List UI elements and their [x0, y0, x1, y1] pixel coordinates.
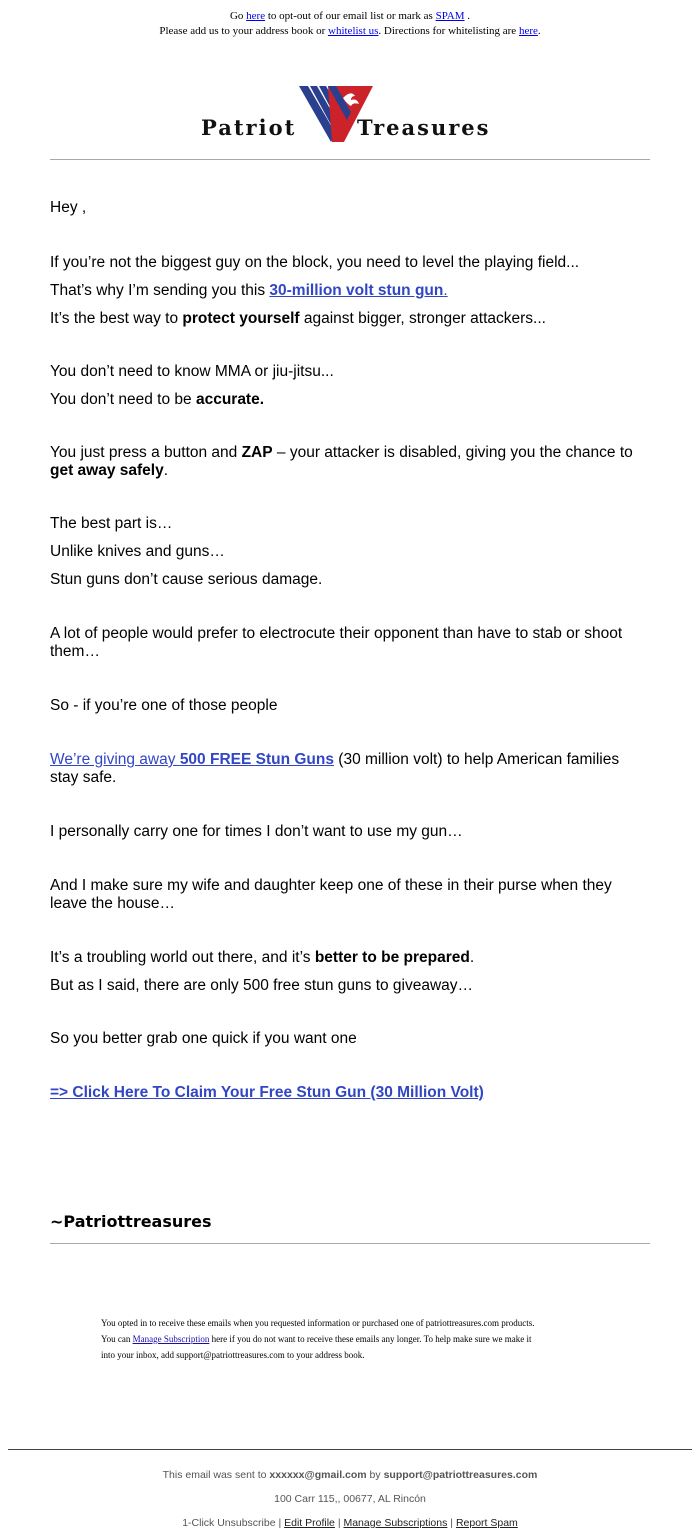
sent-to-line: [0, 1469, 700, 1481]
optout-line: [0, 9, 700, 24]
text: You just press a button and: [50, 444, 242, 461]
text: here if you do not want to receive these emails any longer. To help make sure we make it: [209, 1334, 532, 1344]
email-body: [50, 199, 650, 1102]
text: – your attacker is disabled, giving you the chance to: [272, 444, 633, 461]
spam-link[interactable]: SPAM: [435, 10, 465, 22]
report-spam-link[interactable]: Report Spam: [455, 1517, 518, 1529]
notice-text: . Directions for whitelisting are: [378, 25, 519, 37]
link-bold-text: 500 FREE Stun Guns: [179, 751, 334, 768]
claim-cta-link[interactable]: [50, 1084, 484, 1101]
text: .: [163, 462, 169, 479]
stun-gun-link-dot[interactable]: .: [443, 282, 448, 299]
bold-text: accurate.: [195, 391, 265, 408]
text: You don’t need to be: [50, 391, 196, 408]
text: .: [469, 949, 475, 966]
link-text: 30-million volt stun gun: [269, 282, 444, 299]
whitelist-link[interactable]: whitelist us: [328, 25, 379, 37]
text: This email was sent to: [162, 1469, 270, 1481]
unsubscribe-text: 1-Click Unsubscribe: [182, 1517, 276, 1529]
notice-text: .: [464, 10, 471, 22]
optout-notice: [0, 9, 700, 39]
paragraph: [50, 391, 650, 409]
footer-divider: [8, 1449, 692, 1450]
paragraph: Stun guns don’t cause serious damage.: [50, 571, 323, 588]
paragraph: I personally carry one for times I don’t want to use my gun…: [50, 823, 463, 840]
bold-text: get away safely: [50, 462, 164, 479]
separator: |: [275, 1517, 285, 1529]
optin-notice: [101, 1315, 601, 1363]
bold-text: better to be prepared: [314, 949, 470, 966]
postal-address: 100 Carr 115,, 00677, AL Rincón: [274, 1493, 426, 1505]
logo-word-patriot: Patriot: [201, 115, 297, 140]
text: You can: [101, 1334, 133, 1344]
footer-links: [0, 1517, 700, 1529]
text: by: [366, 1469, 384, 1481]
stun-gun-link[interactable]: [269, 282, 443, 299]
text: It’s the best way to: [50, 310, 183, 327]
paragraph: You don’t need to know MMA or jiu-jitsu...: [50, 363, 334, 380]
notice-text: .: [537, 25, 541, 37]
whitelist-directions-link[interactable]: here: [518, 25, 538, 37]
bold-text: ZAP: [241, 444, 273, 461]
paragraph: If you’re not the biggest guy on the block, you need to level the playing field...: [50, 254, 580, 271]
separator: |: [334, 1517, 344, 1529]
notice-text: Please add us to your address book or: [159, 25, 328, 37]
manage-subscriptions-link[interactable]: Manage Subscriptions: [343, 1517, 448, 1529]
paragraph: A lot of people would prefer to electrocute their opponent than have to stab or shoot them…: [50, 625, 623, 660]
whitelist-line: [0, 24, 700, 39]
paragraph: [50, 282, 650, 300]
patriot-treasures-logo: [0, 84, 700, 146]
paragraph: Unlike knives and guns…: [50, 543, 225, 560]
logo-svg: [0, 84, 700, 146]
bold-text: protect yourself: [182, 310, 300, 327]
text: It’s a troubling world out there, and it’s: [50, 949, 315, 966]
sender-email: support@patriottreasures.com: [383, 1469, 538, 1481]
divider: [50, 159, 650, 160]
paragraph: But as I said, there are only 500 free stun guns to giveaway…: [50, 977, 474, 994]
notice-text: to opt-out of our email list or mark as: [265, 10, 436, 22]
cta-text: => Click Here To Claim Your Free Stun Gun (30 Million Volt): [50, 1084, 484, 1101]
paragraph: So - if you’re one of those people: [50, 697, 278, 714]
text: against bigger, stronger attackers...: [299, 310, 546, 327]
separator: |: [447, 1517, 456, 1529]
paragraph: [50, 751, 650, 787]
optout-here-link[interactable]: here: [246, 10, 266, 22]
paragraph: [50, 1084, 650, 1102]
optin-line: [101, 1331, 601, 1347]
greeting: Hey ,: [50, 199, 87, 216]
paragraph: The best part is…: [50, 515, 173, 532]
optin-line: You opted in to receive these emails when you requested information or purchased one of patriottreasures.com products.: [101, 1318, 535, 1328]
manage-subscription-link[interactable]: Manage Subscription: [132, 1334, 210, 1344]
divider: [50, 1243, 650, 1244]
text: That’s why I’m sending you this: [50, 282, 270, 299]
giveaway-link[interactable]: [50, 751, 334, 768]
logo-word-treasures: Treasures: [357, 115, 491, 140]
notice-text: Go: [229, 10, 247, 22]
paragraph: [50, 310, 650, 328]
recipient-email: xxxxxx@gmail.com: [269, 1469, 367, 1481]
signature: ~Patriottreasures: [50, 1212, 212, 1231]
optin-line: into your inbox, add support@patriottreasures.com to your address book.: [101, 1350, 365, 1360]
edit-profile-link[interactable]: Edit Profile: [284, 1517, 335, 1529]
paragraph: And I make sure my wife and daughter keep one of these in their purse when they leave the house…: [50, 877, 612, 912]
paragraph: [50, 444, 650, 480]
paragraph: [50, 949, 650, 967]
link-text: We’re giving away: [50, 751, 180, 768]
paragraph: So you better grab one quick if you want one: [50, 1030, 357, 1047]
text: (30 million volt) to help American families stay safe.: [50, 751, 620, 786]
